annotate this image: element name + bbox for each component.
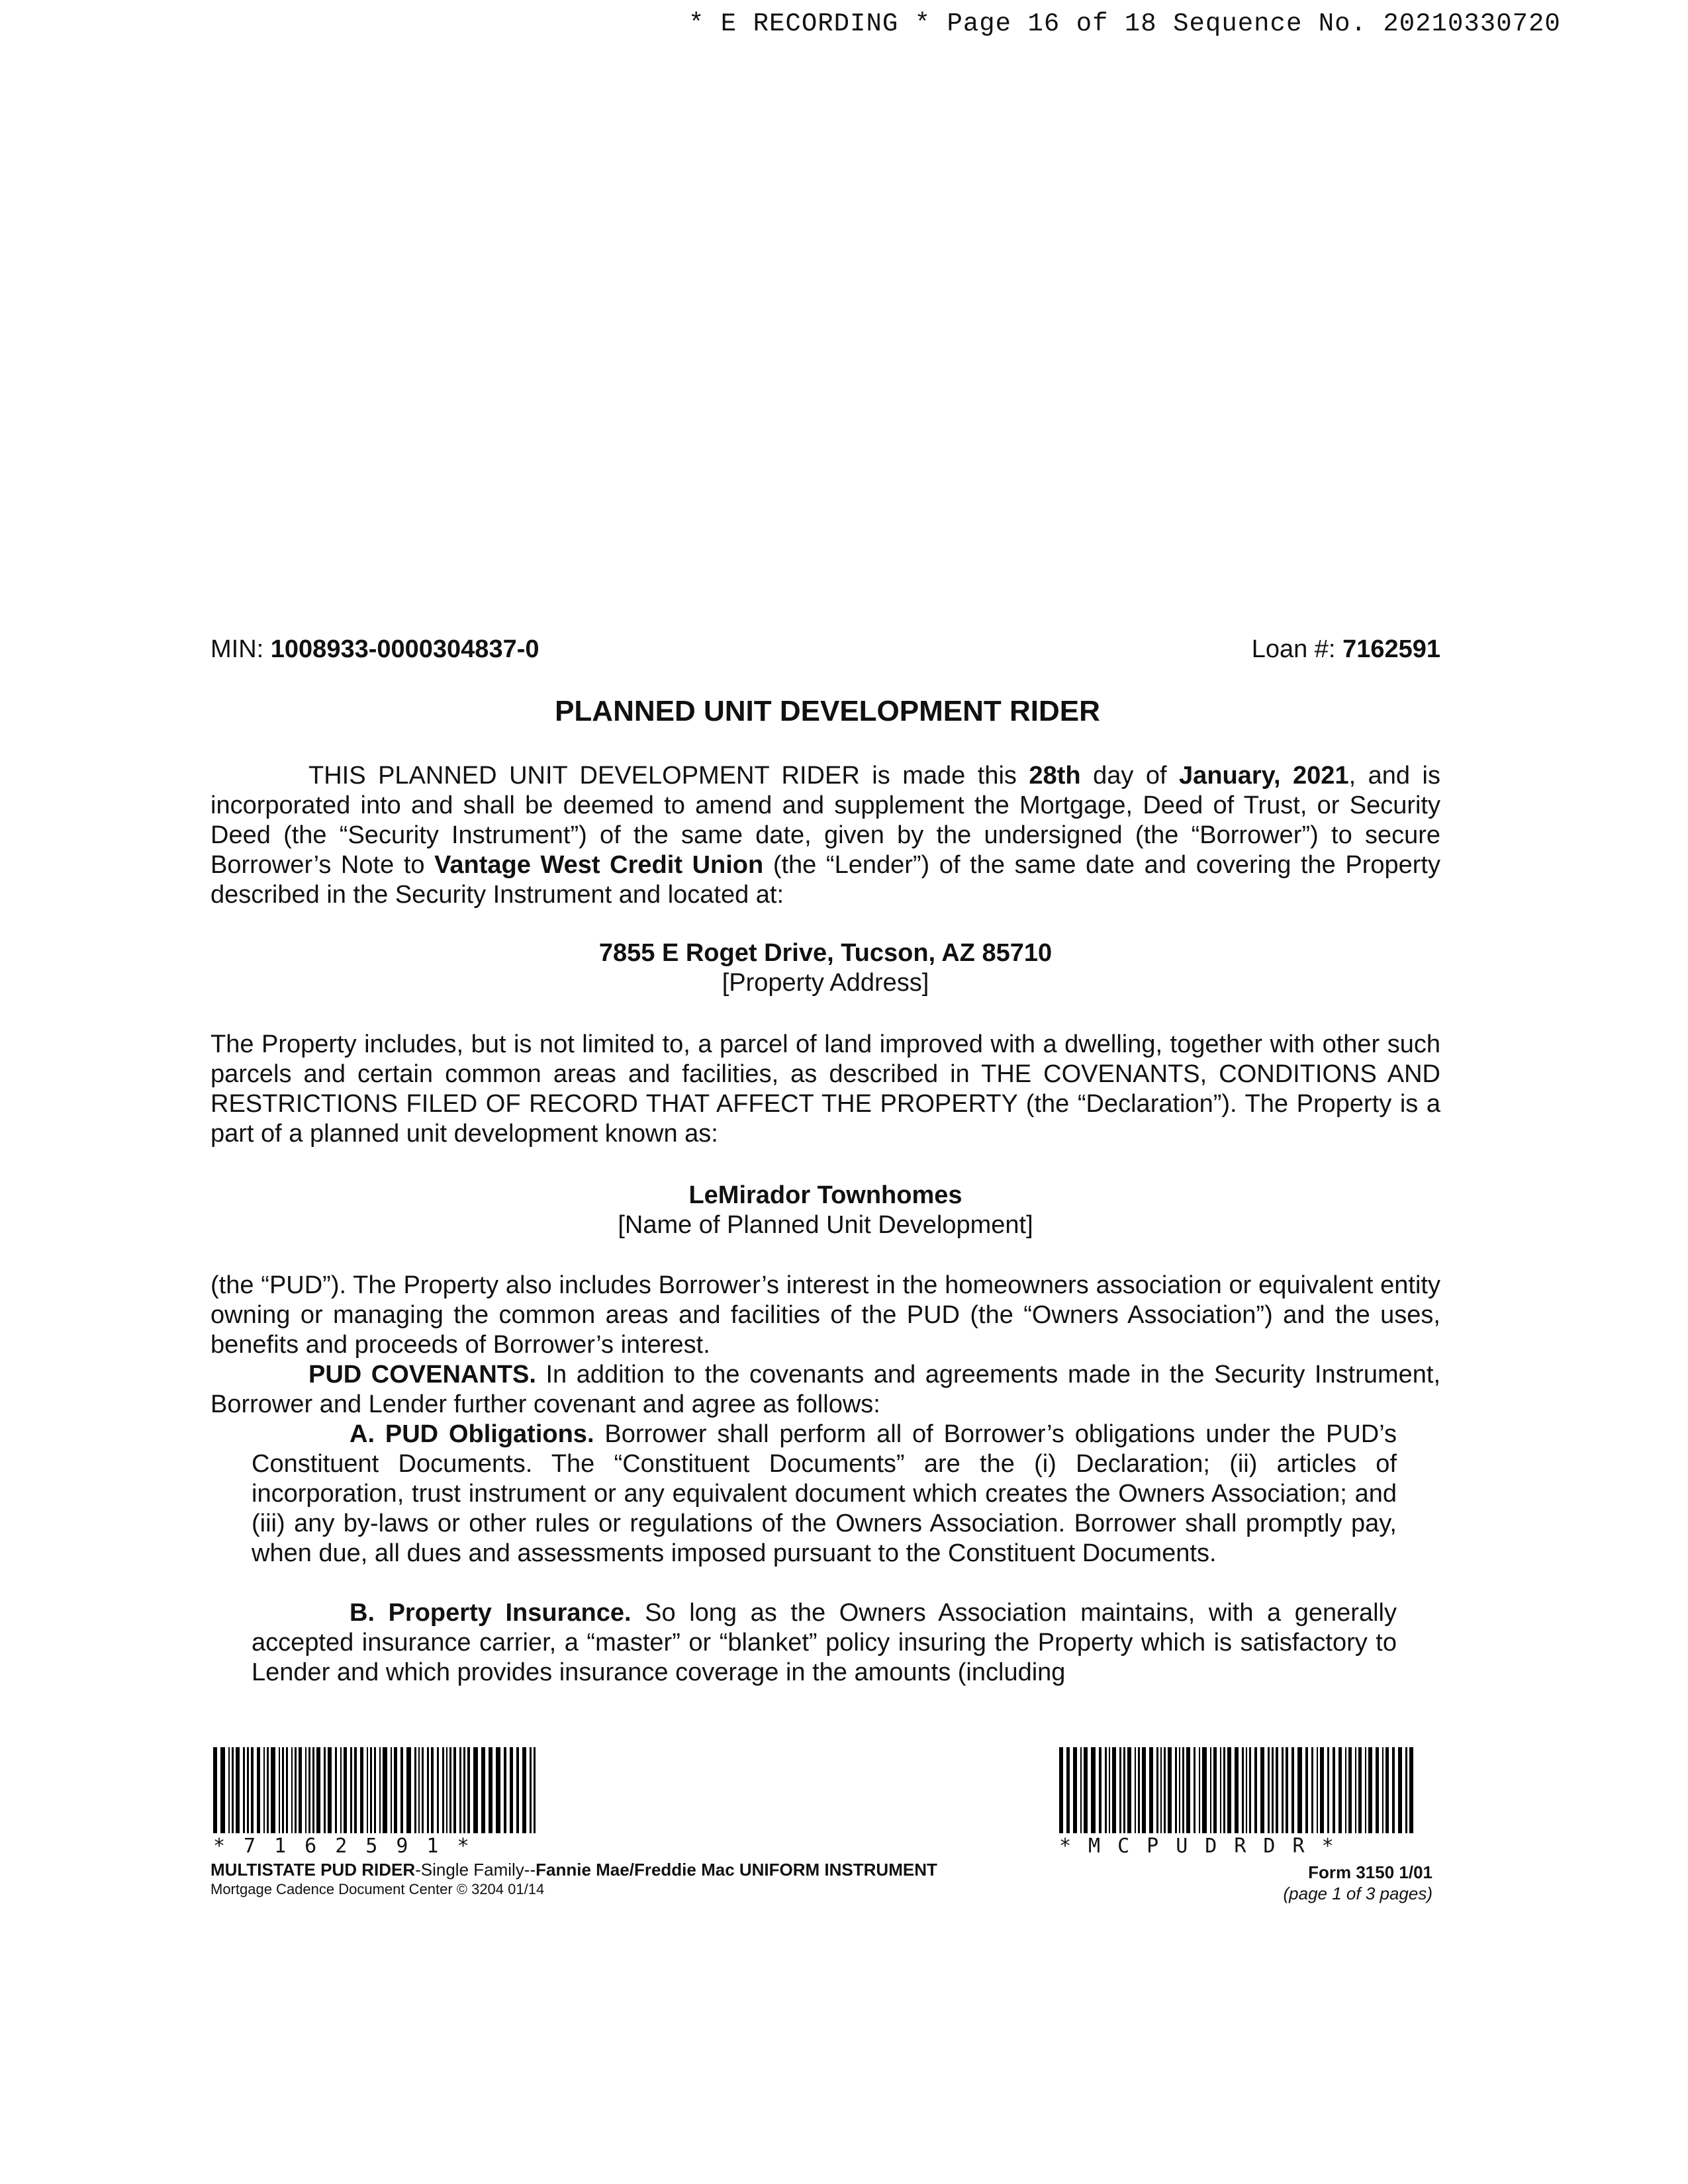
barcode-bar — [1382, 1747, 1384, 1833]
barcode-bar — [213, 1747, 217, 1833]
recording-header: * E RECORDING * Page 16 of 18 Sequence No. 20210330720 — [688, 9, 1561, 38]
min-number — [211, 635, 539, 664]
barcode-bar — [1348, 1747, 1351, 1833]
barcode-bar — [383, 1747, 387, 1833]
barcode-bar — [504, 1747, 507, 1833]
covenant-a-text: Borrower shall perform all of Borrower’s obligations under the PUD’s Constituent Documents. The “Constituent Documents” are the (i) Declaration; (ii) articles of incorporation, trust instrument or any equivalent document which creates the Owners Association; and (iii) any by-laws or other rules or regulations of the Owners Association. Borrower shall promptly pay, when due, all dues and assessments imposed pursuant to the Constituent Documents. — [252, 1420, 1397, 1567]
barcode-left-bars — [213, 1747, 538, 1833]
barcode-bar — [220, 1747, 224, 1833]
barcode-bar — [1164, 1747, 1166, 1833]
barcode-bar — [286, 1747, 288, 1833]
barcode-bar — [530, 1747, 532, 1833]
barcode-bar — [442, 1747, 444, 1833]
owners-paragraph — [211, 1271, 1440, 1420]
barcode-bar — [1109, 1747, 1111, 1833]
loan-barcode — [213, 1747, 538, 1858]
barcode-bar — [1355, 1747, 1357, 1833]
barcode-bar — [236, 1747, 240, 1833]
barcode-bar — [1168, 1747, 1172, 1833]
barcode-bar — [427, 1747, 429, 1833]
barcode-bar — [422, 1747, 424, 1833]
intro-part4: (the “Lender”) of the same date and covering the Property described in the Security Instrument and located at: — [211, 851, 1440, 909]
page-of: (page 1 of 3 pages) — [1283, 1884, 1432, 1903]
barcode-bar — [400, 1747, 404, 1833]
declaration-text: The Property includes, but is not limited to, a parcel of land improved with a dwelling, together with other such parcels and certain common areas and facilities, as described in THE COVENANTS, CONDITIONS AND RESTRICTIONS FILED OF RECORD THAT AFFECT THE PROPERTY (the “Declaration”). The Property is a part of a planned unit development known as: — [211, 1030, 1440, 1148]
barcode-bar — [1112, 1747, 1116, 1833]
barcode-bar — [228, 1747, 230, 1833]
barcode-bar — [1213, 1747, 1216, 1833]
barcode-right-bars — [1059, 1747, 1417, 1833]
barcode-bar — [1199, 1747, 1201, 1833]
min-label: MIN: — [211, 635, 264, 663]
loan-number — [1252, 635, 1440, 664]
barcode-bar — [1282, 1747, 1284, 1833]
barcode-bar — [473, 1747, 477, 1833]
barcode-right-text: *MCPUDRDR* — [1059, 1835, 1351, 1858]
barcode-bar — [308, 1747, 310, 1833]
barcode-bar — [1291, 1747, 1294, 1833]
barcode-bar — [1182, 1747, 1184, 1833]
form-title-bold: MULTISTATE PUD RIDER — [211, 1860, 416, 1880]
barcode-bar — [1246, 1747, 1248, 1833]
barcode-bar — [305, 1747, 307, 1833]
form-title — [211, 1860, 937, 1880]
barcode-bar — [1156, 1747, 1158, 1833]
covenant-b-text: So long as the Owners Association maintains, with a generally accepted insurance carrier, a “master” or “blanket” policy insuring the Property which is satisfactory to Lender and which provides insurance coverage in the amounts (including — [252, 1599, 1397, 1686]
doc-center: Mortgage Cadence Document Center © 3204 01/14 — [211, 1881, 545, 1897]
barcode-bar — [481, 1747, 485, 1833]
barcode-bar — [367, 1747, 369, 1833]
covenant-b — [252, 1598, 1397, 1688]
barcode-bar — [1305, 1747, 1308, 1833]
barcode-bar — [354, 1747, 357, 1833]
intro-date: January, 2021 — [1179, 762, 1349, 790]
barcode-bar — [251, 1747, 254, 1833]
barcode-bar — [299, 1747, 302, 1833]
covenants-text: In addition to the covenants and agreements made in the Security Instrument, Borrower and Lender further covenant and agree as follows: — [211, 1361, 1440, 1418]
barcode-bar — [431, 1747, 434, 1833]
loan-value: 7162591 — [1342, 635, 1440, 663]
barcode-bar — [232, 1747, 234, 1833]
barcode-bar — [1358, 1747, 1361, 1833]
barcode-bar — [1084, 1747, 1088, 1833]
barcode-bar — [1345, 1747, 1347, 1833]
barcode-bar — [1149, 1747, 1153, 1833]
barcode-bar — [328, 1747, 332, 1833]
barcode-bar — [1142, 1747, 1146, 1833]
barcode-bar — [489, 1747, 492, 1833]
barcode-bar — [391, 1747, 393, 1833]
owners-text: (the “PUD”). The Property also includes Borrower’s interest in the homeowners association or equivalent entity owning or managing the common areas and facilities of the PUD (the “Owners Association”) and the uses, benefits and proceeds of Borrower’s interest. — [211, 1271, 1440, 1359]
loan-label: Loan #: — [1251, 635, 1336, 663]
barcode-bar — [1066, 1747, 1069, 1833]
barcode-bar — [282, 1747, 284, 1833]
barcode-bar — [316, 1747, 320, 1833]
barcode-bar — [522, 1747, 526, 1833]
covenant-a-heading: A. PUD Obligations. — [350, 1420, 594, 1448]
barcode-bar — [516, 1747, 520, 1833]
barcode-bar — [340, 1747, 342, 1833]
barcode-bar — [1091, 1747, 1095, 1833]
barcode-bar — [453, 1747, 457, 1833]
barcode-bar — [1179, 1747, 1181, 1833]
intro-part1: THIS PLANNED UNIT DEVELOPMENT RIDER is made this — [308, 762, 1029, 790]
barcode-bar — [534, 1747, 536, 1833]
barcode-bar — [1235, 1747, 1239, 1833]
intro-day: 28th — [1029, 762, 1081, 790]
barcode-bar — [1175, 1747, 1177, 1833]
barcode-bar — [467, 1747, 471, 1833]
barcode-bar — [1105, 1747, 1107, 1833]
barcode-bar — [1376, 1747, 1378, 1833]
barcode-bar — [295, 1747, 297, 1833]
pud-name-caption: [Name of Planned Unit Development] — [618, 1211, 1033, 1239]
barcode-bar — [247, 1747, 249, 1833]
barcode-bar — [1327, 1747, 1329, 1833]
property-address-caption: [Property Address] — [722, 969, 929, 997]
barcode-bar — [1276, 1747, 1278, 1833]
covenant-a — [252, 1420, 1397, 1569]
barcode-bar — [1123, 1747, 1125, 1833]
document-title: PLANNED UNIT DEVELOPMENT RIDER — [555, 695, 1100, 727]
barcode-bar — [1127, 1747, 1131, 1833]
barcode-bar — [1242, 1747, 1244, 1833]
barcode-bar — [1223, 1747, 1225, 1833]
barcode-bar — [360, 1747, 363, 1833]
form-number: Form 3150 1/01 — [1308, 1862, 1432, 1882]
barcode-left-text: *7162591* — [213, 1835, 488, 1858]
barcode-bar — [374, 1747, 376, 1833]
barcode-bar — [459, 1747, 461, 1833]
barcode-bar — [1186, 1747, 1190, 1833]
barcode-bar — [1260, 1747, 1264, 1833]
barcode-bar — [1297, 1747, 1301, 1833]
covenant-b-heading: B. Property Insurance. — [350, 1599, 632, 1627]
barcode-bar — [406, 1747, 410, 1833]
barcode-bar — [418, 1747, 420, 1833]
form-title-bold2: Fannie Mae/Freddie Mac UNIFORM INSTRUMENT — [536, 1860, 937, 1880]
barcode-bar — [1135, 1747, 1137, 1833]
property-address-block — [211, 938, 1440, 998]
barcode-bar — [1227, 1747, 1231, 1833]
barcode-bar — [1119, 1747, 1121, 1833]
barcode-bar — [344, 1747, 347, 1833]
barcode-bar — [414, 1747, 416, 1833]
intro-part2: day of — [1080, 762, 1180, 790]
barcode-bar — [257, 1747, 260, 1833]
declaration-paragraph — [211, 1030, 1440, 1149]
barcode-bar — [370, 1747, 372, 1833]
barcode-bar — [267, 1747, 269, 1833]
barcode-bar — [1210, 1747, 1212, 1833]
barcode-bar — [379, 1747, 381, 1833]
min-value: 1008933-0000304837-0 — [270, 635, 539, 663]
barcode-bar — [449, 1747, 451, 1833]
barcode-bar — [1073, 1747, 1077, 1833]
barcode-bar — [1202, 1747, 1206, 1833]
pud-name-block — [211, 1181, 1440, 1240]
barcode-bar — [1338, 1747, 1341, 1833]
form-title-rest: -Single Family-- — [415, 1860, 536, 1880]
barcode-bar — [1254, 1747, 1257, 1833]
barcode-bar — [1059, 1747, 1063, 1833]
barcode-bar — [1368, 1747, 1372, 1833]
barcode-bar — [279, 1747, 281, 1833]
barcode-bar — [1268, 1747, 1270, 1833]
barcode-bar — [1398, 1747, 1402, 1833]
barcode-bar — [496, 1747, 500, 1833]
barcode-bar — [1194, 1747, 1196, 1833]
barcode-bar — [1249, 1747, 1251, 1833]
barcode-bar — [1160, 1747, 1162, 1833]
barcode-bar — [1220, 1747, 1222, 1833]
barcode-bar — [463, 1747, 465, 1833]
covenants-intro — [211, 1360, 1440, 1420]
barcode-bar — [1405, 1747, 1407, 1833]
barcode-bar — [1286, 1747, 1288, 1833]
covenants-heading: PUD COVENANTS. — [308, 1361, 536, 1388]
form-barcode — [1059, 1747, 1417, 1858]
barcode-bar — [312, 1747, 314, 1833]
barcode-bar — [1333, 1747, 1335, 1833]
barcode-bar — [1099, 1747, 1102, 1833]
barcode-bar — [510, 1747, 513, 1833]
barcode-bar — [263, 1747, 265, 1833]
barcode-bar — [437, 1747, 439, 1833]
barcode-bar — [243, 1747, 245, 1833]
barcode-bar — [324, 1747, 326, 1833]
pud-name: LeMirador Townhomes — [688, 1181, 962, 1209]
barcode-bar — [1385, 1747, 1388, 1833]
barcode-bar — [1317, 1747, 1319, 1833]
lender-name: Vantage West Credit Union — [434, 851, 764, 879]
barcode-bar — [271, 1747, 275, 1833]
barcode-bar — [335, 1747, 337, 1833]
property-address: 7855 E Roget Drive, Tucson, AZ 85710 — [598, 939, 1053, 967]
barcode-bar — [350, 1747, 352, 1833]
barcode-bar — [394, 1747, 397, 1833]
barcode-bar — [1320, 1747, 1324, 1833]
barcode-bar — [446, 1747, 448, 1833]
barcode-bar — [1392, 1747, 1395, 1833]
barcode-bar — [1311, 1747, 1313, 1833]
intro-paragraph — [211, 761, 1440, 910]
barcode-bar — [1080, 1747, 1082, 1833]
barcode-bar — [1138, 1747, 1140, 1833]
barcode-bar — [291, 1747, 293, 1833]
barcode-bar — [1409, 1747, 1413, 1833]
barcode-bar — [1272, 1747, 1274, 1833]
intro-part3: , and is incorporated into and shall be deemed to amend and supplement the Mortgage, Deed of Trust, or Security Deed (the “Security Instrument”) of the same date, given by the undersigned (the “Borrower”) to secure Borrower’s Note to — [211, 762, 1440, 879]
barcode-bar — [1365, 1747, 1367, 1833]
